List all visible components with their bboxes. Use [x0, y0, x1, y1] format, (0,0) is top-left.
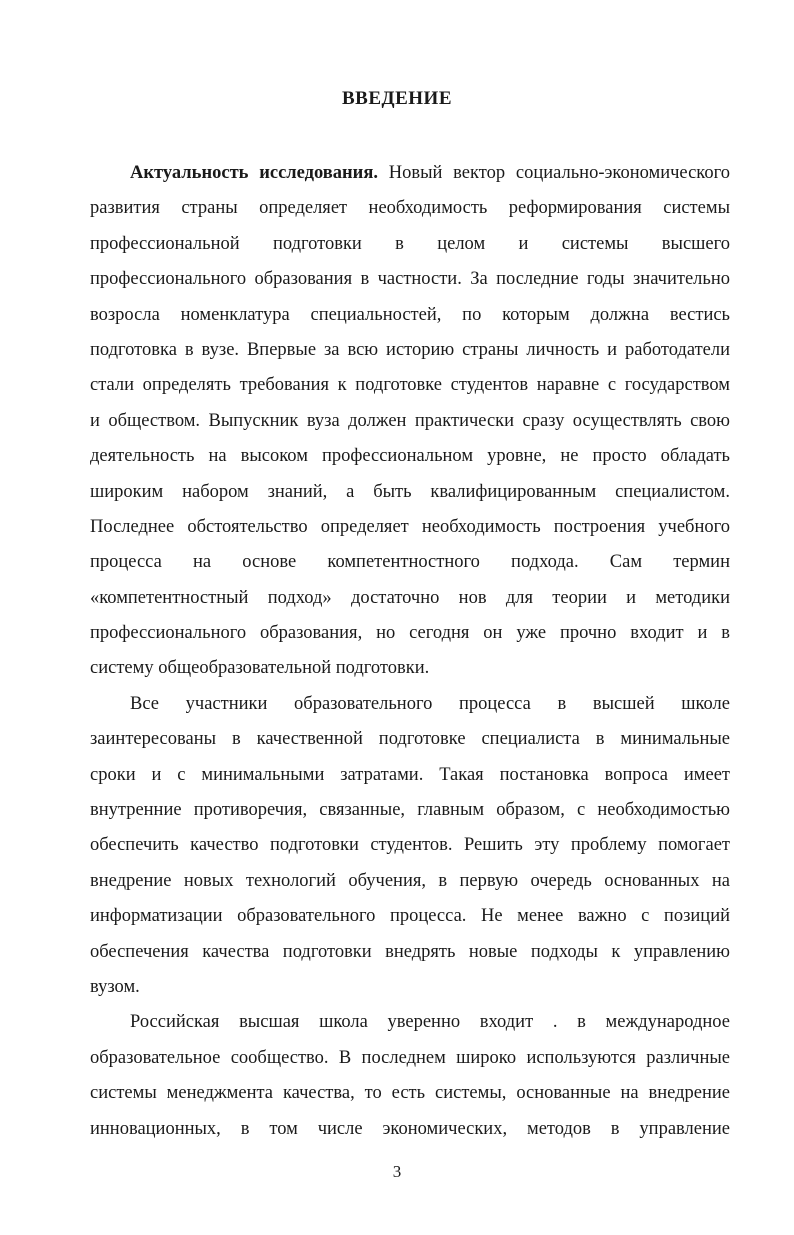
text-line: профессионального образования в частности. За последние годы значительно	[90, 269, 730, 289]
text-line: заинтересованы в качественной подготовке специалиста в минимальные	[90, 729, 730, 749]
text-line: Последнее обстоятельство определяет необходимость построения учебного	[90, 517, 730, 537]
page-number: 3	[392, 1162, 402, 1181]
text-line: вузом.	[90, 977, 140, 997]
text-line: и обществом. Выпускник вуза должен практически сразу осуществлять свою	[90, 411, 730, 431]
page-title: ВВЕДЕНИЕ	[342, 88, 452, 109]
text-line: Все участники образовательного процесса в высшей школе	[130, 694, 730, 714]
text-line: процесса на основе компетентностного подхода. Сам термин	[90, 552, 730, 572]
text-line: информатизации образовательного процесса. Не менее важно с позиций	[90, 906, 730, 926]
text-line: профессиональной подготовки в целом и системы высшего	[90, 234, 730, 254]
text-line: системы менеджмента качества, то есть системы, основанные на внедрение	[90, 1083, 730, 1103]
text-line: внедрение новых технологий обучения, в первую очередь основанных на	[90, 871, 730, 891]
text-line: стали определять требования к подготовке студентов наравне с государством	[90, 375, 730, 395]
text-line: образовательное сообщество. В последнем широко используются различные	[90, 1048, 730, 1068]
text-line: сроки и с минимальными затратами. Такая постановка вопроса имеет	[90, 765, 730, 785]
text-line: Российская высшая школа уверенно входит . в международное	[130, 1012, 730, 1032]
text-line: обеспечения качества подготовки внедрять новые подходы к управлению	[90, 942, 730, 962]
text-line: профессионального образования, но сегодня он уже прочно входит и в	[90, 623, 730, 643]
paragraph-lead: Актуальность исследования.	[130, 163, 378, 183]
text-line	[130, 161, 730, 185]
text-line: широким набором знаний, а быть квалифицированным специалистом.	[90, 482, 730, 502]
text-line: «компетентностный подход» достаточно нов для теории и методики	[90, 588, 730, 608]
text-line: подготовка в вузе. Впервые за всю историю страны личность и работодатели	[90, 340, 730, 360]
text-span: Новый вектор социально-экономического	[377, 163, 730, 183]
text-line: обеспечить качество подготовки студентов. Решить эту проблему помогает	[90, 835, 730, 855]
text-line: развития страны определяет необходимость реформирования системы	[90, 198, 730, 218]
text-line: систему общеобразовательной подготовки.	[90, 658, 430, 678]
text-line: внутренние противоречия, связанные, главным образом, с необходимостью	[90, 800, 730, 820]
text-line: деятельность на высоком профессиональном уровне, не просто обладать	[90, 446, 730, 466]
text-line: возросла номенклатура специальностей, по которым должна вестись	[90, 305, 730, 325]
text-line: инновационных, в том числе экономических, методов в управление	[90, 1119, 730, 1139]
